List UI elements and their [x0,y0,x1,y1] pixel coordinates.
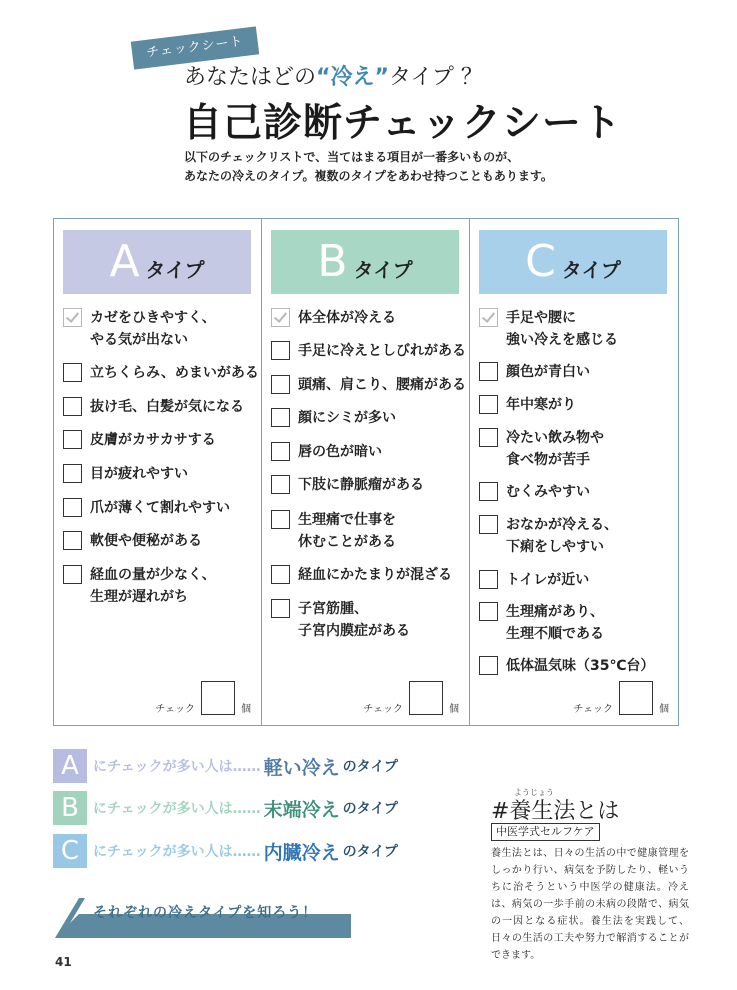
checkbox[interactable] [63,363,82,382]
checkbox[interactable] [271,565,290,584]
checklist-item-label: 立ちくらみ、めまいがある [90,365,259,381]
summary-prefix: にチェックが多い人は…… [93,759,261,775]
check-count-unit: 個 [241,704,251,715]
checklist-item-label: 低体温気味（35℃台） [506,658,655,674]
checkbox[interactable] [63,531,82,550]
subtitle-quote: “冷え” [316,65,389,90]
summary-row-c [53,834,398,868]
checklist-item[interactable] [271,307,396,329]
checkbox[interactable] [479,482,498,501]
checklist-item[interactable] [479,601,604,645]
summary-row-a [53,749,398,783]
aside-body: 養生法とは、日々の生活の中で健康管理をしっかり行い、病気を予防したり、軽いうちに治そうという中医学の健康法。冷えは、病気の一歩手前の未病の段階で、病気の一因となる症状。養生法を実践して、日々の生活の工夫や努力で解消することができます。 [491,848,689,961]
intro-line-2: あなたの冷えのタイプ。複数のタイプをあわせ持つこともあります。 [184,169,553,183]
subtitle-pre: あなたはどの [184,65,317,90]
count-input-box[interactable] [201,681,235,715]
check-count-unit: 個 [659,704,669,715]
checklist-item-label: 顔にシミが多い [298,410,396,426]
checklist-item[interactable] [271,474,424,496]
aside-title: #養生法とは [491,799,620,824]
check-count-label: チェック [155,704,195,715]
summary-key: 内臓冷え [263,841,340,864]
aside-tag: 中医学式セルフケア [491,823,600,841]
check-count [155,681,251,715]
checkbox[interactable] [271,510,290,529]
checkbox[interactable] [63,430,82,449]
column-letter: B [317,236,348,287]
checklist-item[interactable] [271,441,382,463]
summary-letter: B [53,791,87,825]
checklist-panel [53,218,679,726]
checklist-item[interactable] [63,463,188,485]
checkbox[interactable] [271,341,290,360]
summary-suffix: のタイプ [342,844,398,860]
checkbox[interactable] [271,599,290,618]
checklist-item[interactable] [479,569,589,591]
checklist-item[interactable] [479,361,590,383]
summary-key: 末端冷え [263,798,340,821]
checklist-item[interactable] [479,427,604,471]
column-letter: A [109,236,140,287]
column-b-header [271,230,459,294]
column-a [54,219,261,725]
checklist-item-label: 目が疲れやすい [90,466,188,482]
checklist-item-label: 生理痛で仕事を 休むことがある [298,512,396,550]
summary-suffix: のタイプ [342,759,398,775]
checkbox[interactable] [271,475,290,494]
aside-ruby: ようじょう [514,788,554,797]
summary-letter: C [53,834,87,868]
checklist-item-label: むくみやすい [506,484,590,500]
checklist-item-label: 抜け毛、白髪が気になる [90,399,244,415]
checkbox[interactable] [479,602,498,621]
summary-key: 軽い冷え [263,756,340,779]
checklist-item[interactable] [63,362,259,384]
checklist-item-label: 手足や腰に 強い冷えを感じる [506,310,618,348]
checkbox[interactable] [271,442,290,461]
checklist-item-label: おなかが冷える、 下痢をしやすい [506,517,618,555]
checklist-item[interactable] [271,374,466,396]
checklist-item[interactable] [479,307,618,351]
checklist-item[interactable] [271,598,410,642]
checksheet-tag: チェックシート [131,26,259,69]
checklist-item-label: 子宮筋腫、 子宮内膜症がある [298,601,410,639]
checklist-item-label: 冷たい飲み物や 食べ物が苦手 [506,430,604,468]
column-c-header [479,230,667,294]
checklist-item-label: 体全体が冷える [298,310,396,326]
checklist-item[interactable] [479,481,590,503]
checklist-item[interactable] [479,655,654,677]
checklist-item[interactable] [63,396,244,418]
count-input-box[interactable] [409,681,443,715]
checklist-item-label: 唇の色が暗い [298,444,382,460]
checklist-item[interactable] [63,564,216,608]
count-input-box[interactable] [619,681,653,715]
checklist-item-label: 年中寒がり [506,397,576,413]
checklist-item-label: 経血の量が少なく、 生理が遅れがち [90,567,216,605]
checklist-item[interactable] [271,340,466,362]
checkbox[interactable] [479,656,498,675]
checkbox[interactable] [63,397,82,416]
subtitle [184,60,483,91]
checkbox[interactable] [479,515,498,534]
checklist-item-label: 経血にかたまりが混ざる [298,567,452,583]
checkbox[interactable] [479,570,498,589]
banner-text: それぞれの冷えタイプを知ろう！ [93,905,318,921]
column-type-label: タイプ [353,257,413,282]
summary-suffix: のタイプ [342,801,398,817]
checklist-item[interactable] [479,394,576,416]
intro-text [184,148,553,186]
checkbox[interactable] [271,308,290,327]
checkbox[interactable] [63,308,82,327]
checklist-item-label: 生理痛があり、 生理不順である [506,604,604,642]
checklist-item-label: 爪が薄くて割れやすい [90,500,230,516]
column-c [470,219,679,725]
column-type-label: タイプ [561,257,621,282]
checkbox[interactable] [63,464,82,483]
summary-row-b [53,791,398,825]
summary-letter: A [53,749,87,783]
summary-prefix: にチェックが多い人は…… [93,801,261,817]
checklist-item[interactable] [63,429,216,451]
checklist-item[interactable] [271,509,396,553]
checklist-item[interactable] [63,307,216,351]
checkbox[interactable] [271,375,290,394]
checklist-item-label: 軟便や便秘がある [90,533,202,549]
check-count-unit: 個 [449,704,459,715]
intro-line-1: 以下のチェックリストで、当てはまる項目が一番多いものが、 [184,150,520,164]
check-count [573,681,669,715]
checklist-item[interactable] [63,530,202,552]
column-letter: C [525,236,556,287]
summary-prefix: にチェックが多い人は…… [93,844,261,860]
checkbox[interactable] [479,395,498,414]
checklist-item[interactable] [63,497,230,519]
check-count [363,681,459,715]
checklist-item-label: 顔色が青白い [506,364,590,380]
page-title: 自己診断チェックシート [183,101,622,146]
column-a-header [63,230,251,294]
checklist-item-label: 皮膚がカサカサする [90,432,216,448]
checklist-item-label: 下肢に静脈瘤がある [298,477,424,493]
checkbox[interactable] [63,565,82,584]
checklist-item[interactable] [479,514,618,558]
subtitle-post: タイプ ？ [388,65,483,90]
page-number: 41 [55,955,72,969]
check-count-label: チェック [573,704,613,715]
check-count-label: チェック [363,704,403,715]
checkbox[interactable] [479,428,498,447]
checkbox[interactable] [63,498,82,517]
column-type-label: タイプ [145,257,205,282]
checkbox[interactable] [479,362,498,381]
checklist-item[interactable] [271,407,396,429]
checklist-item-label: トイレが近い [506,572,590,588]
checklist-item-label: カゼをひきやすく、 やる気が出ない [90,310,216,348]
checklist-item-label: 頭痛、肩こり、腰痛がある [298,377,466,393]
checklist-item[interactable] [271,564,452,586]
checkbox[interactable] [271,408,290,427]
checklist-item-label: 手足に冷えとしびれがある [298,343,466,359]
column-b [262,219,469,725]
checkbox[interactable] [479,308,498,327]
